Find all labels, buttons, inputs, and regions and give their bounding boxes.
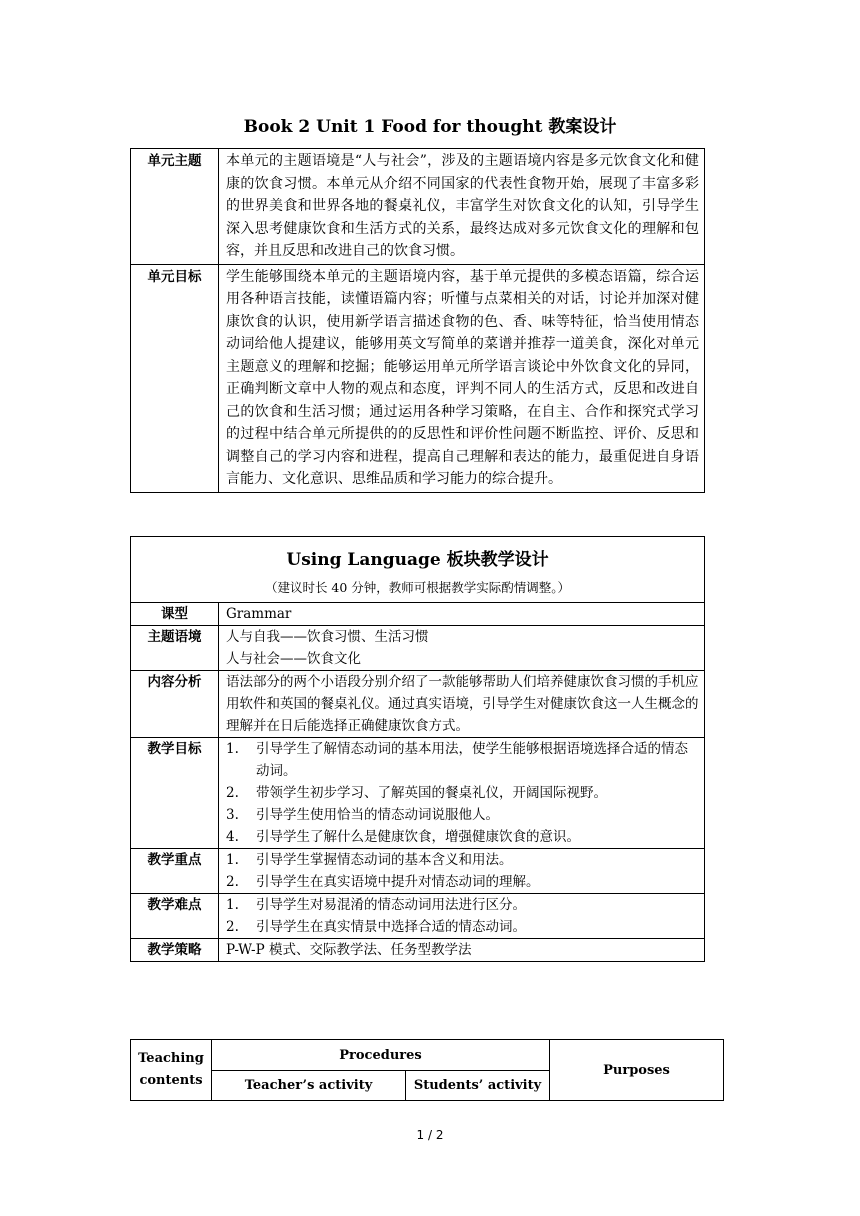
list-item [226, 738, 699, 782]
list-item [226, 849, 699, 871]
analysis-label: 内容分析 [131, 671, 219, 738]
lesson-subheading: （建议时长 40 分钟，教师可根据教学实际酌情调整。） [264, 580, 571, 595]
list-number: 2. [226, 919, 239, 935]
list-text: 带领学生初步学习、了解英国的餐桌礼仪，开阔国际视野。 [256, 785, 607, 801]
theme-label: 主题语境 [131, 626, 219, 671]
course-type-value: Grammar [219, 603, 705, 626]
procedures-header: Procedures [212, 1040, 550, 1071]
list-text: 引导学生在真实语境中提升对情态动词的理解。 [256, 874, 540, 890]
analysis-text: 语法部分的两个小语段分别介绍了一款能够帮助人们培养健康饮食习惯的手机应用软件和英国的餐桌礼仪。通过真实语境，引导学生对健康饮食这一人生概念的理解并在日后能选择正确健康饮食方式。 [219, 671, 705, 738]
procedure-table [130, 1039, 724, 1101]
header-line: Teaching [138, 1051, 204, 1066]
lesson-heading-cell [131, 537, 705, 603]
table-row [131, 264, 705, 492]
list-item [226, 804, 699, 826]
strategy-label: 教学策略 [131, 939, 219, 962]
unit-goal-label: 单元目标 [131, 264, 219, 492]
course-type-label: 课型 [131, 603, 219, 626]
list-text: 引导学生了解情态动词的基本用法，使学生能够根据语境选择合适的情态动词。 [256, 741, 688, 779]
difficulties-list [219, 894, 705, 939]
table-row [131, 149, 705, 265]
theme-line: 人与社会——饮食文化 [226, 651, 361, 667]
document-title: Book 2 Unit 1 Food for thought 教案设计 [243, 117, 617, 137]
table-row [131, 1040, 724, 1071]
objectives-label: 教学目标 [131, 738, 219, 849]
list-text: 引导学生掌握情态动词的基本含义和用法。 [256, 852, 513, 868]
unit-goal-text: 学生能够围绕本单元的主题语境内容，基于单元提供的多模态语篇，综合运用各种语言技能，读懂语篇内容；听懂与点菜相关的对话，讨论并加深对健康饮食的认识，使用新学语言描述食物的色、香、味等特征，恰当使用情态动词给他人提建议，能够用英文写简单的菜谱并推荐一道美食，深化对单元主题意义的理解和挖掘；能够运用单元所学语言谈论中外饮食文化的异同，正确判断文章中人物的观点和态度，评判不同人的生活方式，反思和改进自己的饮食和生活习惯；通过运用各种学习策略，在自主、合作和探究式学习的过程中结合单元所提供的的反思性和评价性问题不断监控、评价、反思和调整自己的学习内容和进程，提高自己理解和表达的能力，最重促进自身语言能力、文化意识、思维品质和学习能力的综合提升。 [219, 264, 705, 492]
table-row [131, 894, 705, 939]
page-number: 1 / 2 [416, 1128, 444, 1142]
list-text: 引导学生了解什么是健康饮食，增强健康饮食的意识。 [256, 829, 580, 845]
teaching-contents-header [131, 1040, 212, 1101]
objectives-list [219, 738, 705, 849]
list-text: 引导学生在真实情景中选择合适的情态动词。 [256, 919, 526, 935]
students-activity-header: Students’ activity [406, 1071, 550, 1101]
list-number: 4. [226, 829, 239, 845]
list-number: 3. [226, 807, 239, 823]
strategy-value: P-W-P 模式、交际教学法、任务型教学法 [219, 939, 705, 962]
unit-theme-label: 单元主题 [131, 149, 219, 265]
unit-info-table [130, 148, 705, 493]
list-number: 1. [226, 741, 239, 757]
list-number: 1. [226, 897, 239, 913]
list-item [226, 916, 699, 938]
table-row [131, 626, 705, 671]
lesson-design-table [130, 536, 705, 962]
key-points-list [219, 849, 705, 894]
header-line: contents [139, 1073, 203, 1088]
table-row [131, 939, 705, 962]
unit-theme-text: 本单元的主题语境是“人与社会”，涉及的主题语境内容是多元饮食文化和健康的饮食习惯。本单元从介绍不同国家的代表性食物开始，展现了丰富多彩的世界美食和世界各地的餐桌礼仪，丰富学生对饮食文化的认知，引导学生深入思考健康饮食和生活方式的关系，最终达成对多元饮食文化的理解和包容，并且反思和改进自己的饮食习惯。 [219, 149, 705, 265]
key-points-label: 教学重点 [131, 849, 219, 894]
list-number: 2. [226, 785, 239, 801]
theme-line: 人与自我——饮食习惯、生活习惯 [226, 629, 429, 645]
purposes-header: Purposes [550, 1040, 724, 1101]
table-row [131, 738, 705, 849]
list-text: 引导学生对易混淆的情态动词用法进行区分。 [256, 897, 526, 913]
list-item [226, 826, 699, 848]
list-text: 引导学生使用恰当的情态动词说服他人。 [256, 807, 499, 823]
difficulties-label: 教学难点 [131, 894, 219, 939]
list-number: 2. [226, 874, 239, 890]
theme-value [219, 626, 705, 671]
table-row [131, 537, 705, 603]
table-row [131, 849, 705, 894]
list-number: 1. [226, 852, 239, 868]
lesson-heading: Using Language 板块教学设计 [286, 550, 549, 570]
table-row [131, 671, 705, 738]
teacher-activity-header: Teacher’s activity [212, 1071, 406, 1101]
list-item [226, 894, 699, 916]
table-row [131, 603, 705, 626]
list-item [226, 782, 699, 804]
list-item [226, 871, 699, 893]
